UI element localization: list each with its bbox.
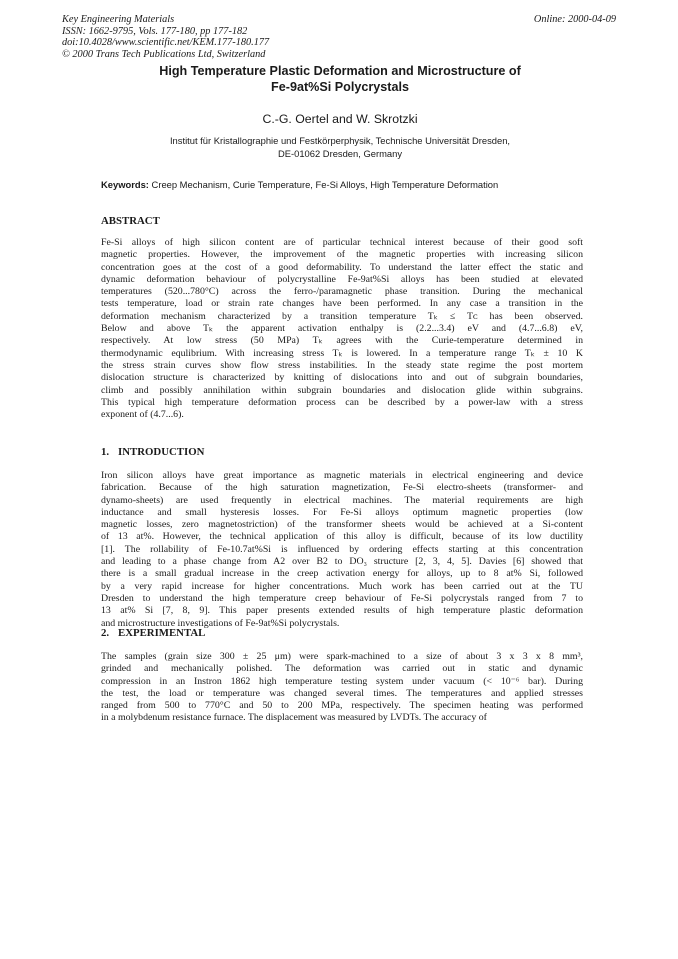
paper-title: [90, 64, 590, 95]
text-line: thermodynamic equlibrium. With increasing stress Tₖ is lowered. In a temperature range Tₖ ± 10 K: [101, 347, 583, 359]
text-line: dynamo-sheets) are used frequently in electrical machines. The material requirements are high: [101, 494, 583, 506]
text-line: Fe-Si alloys of high silicon content are of particular technical interest because of their good soft: [101, 237, 583, 248]
text-line: of 13 at%. However, the technical application of this alloy is difficult, because of its low ductility: [101, 531, 583, 543]
text-line: inductance and small hysteresis losses. For Fe-Si alloys optimum magnetic properties (low: [101, 506, 583, 518]
text-line: Dresden to understand the high temperature creep behaviour of Fe-Si polycrystals ranged from 7 to: [101, 592, 583, 604]
text-line: Iron silicon alloys have great importance as magnetic materials in electrical engineering and device: [101, 470, 583, 481]
experimental-title: EXPERIMENTAL: [118, 627, 206, 639]
abstract-heading: ABSTRACT: [101, 215, 160, 227]
introduction-heading: [101, 446, 204, 458]
text-line: climb and possibly annihilation within subgrain boundaries and dislocation glide within subgrains.: [101, 384, 583, 396]
introduction-title: INTRODUCTION: [118, 446, 205, 458]
text-line: magnetic properties. However, the improvement of the magnetic properties with increasing silicon: [101, 249, 583, 261]
introduction-number: 1.: [101, 446, 110, 458]
keywords-text: Creep Mechanism, Curie Temperature, Fe-Si Alloys, High Temperature Deformation: [151, 179, 499, 190]
text-line: dislocation structure is characterized by knitting of dislocations into and out of subgrain boundaries,: [101, 372, 583, 384]
text-line: the stress strain curves show flow stress instabilities. In the steady state regime the post mortem: [101, 359, 583, 371]
journal-name: Key Engineering Materials: [62, 14, 175, 25]
text-line: ranged from 500 to 770°C and 50 to 200 MPa, respectively. The specimen heating was performed: [101, 700, 583, 712]
text-line: fabrication. Because of the high saturation magnetization, Fe-Si electro-sheets (transformer- and: [101, 482, 583, 494]
text-line: grinded and mechanically polished. The deformation was carried out in static and dynamic: [101, 663, 583, 675]
text-line: respectively. At low stress (50 MPa) Tₖ agrees with the Curie-temperature determined in: [101, 335, 583, 347]
text-line: dynamic deformation behaviour of polycrystalline Fe-9at%Si alloys has been studied at elevated: [101, 273, 583, 285]
affiliation-line-1: Institut für Kristallographie und Festkörperphysik, Technische Universität Dresden,: [169, 135, 511, 146]
journal-header: [62, 14, 269, 60]
text-line: 13 at% Si [7, 8, 9]. This paper presents extended results of high temperature plastic deformation: [101, 605, 583, 617]
abstract-body: [101, 237, 583, 421]
experimental-heading: [101, 627, 205, 639]
text-line: deformation mechanism characterized by a transition temperature Tₖ ≤ Tᴄ has been observed.: [101, 310, 583, 322]
online-date: Online: 2000-04-09: [533, 14, 616, 25]
issn-line: ISSN: 1662-9795, Vols. 177-180, pp 177-182: [62, 25, 248, 37]
text-line: and microstructure investigations of Fe-9at%Si polycrystals.: [101, 617, 340, 629]
text-line: there is a small gradual increase in the creep activation energy for alloys, up to 8 at% Si, followed: [101, 568, 583, 580]
text-line: exponent of (4.7...6).: [101, 409, 184, 421]
title-line-2: Fe-9at%Si Polycrystals: [271, 79, 409, 94]
text-line: compression in an Instron 1862 high temperature testing system under vacuum (< 10⁻⁶ bar). During: [101, 675, 583, 687]
title-line-1: High Temperature Plastic Deformation and Microstructure of: [159, 64, 521, 78]
experimental-number: 2.: [101, 627, 110, 639]
experimental-body: [101, 651, 583, 725]
keywords-label: Keywords:: [101, 179, 149, 190]
authors: C.-G. Oertel and W. Skrotzki: [262, 112, 418, 126]
introduction-body: [101, 470, 583, 630]
doi-line: doi:10.4028/www.scientific.net/KEM.177-180.177: [62, 37, 270, 49]
text-line: concentration goes at the cost of a good deformability. To understand the latter effect the static and: [101, 261, 583, 273]
text-line: magnetic losses, zero magnetostriction) of the transformer sheets would be achieved at a Si-content: [101, 519, 583, 531]
copyright-line: © 2000 Trans Tech Publications Ltd, Switzerland: [62, 48, 266, 60]
keywords: [101, 179, 581, 190]
text-line: Below and above Tₖ the apparent activation enthalpy is (2.2...3.4) eV and (4.7...6.8) eV,: [101, 323, 583, 335]
text-line: [1]. The rollability of Fe-10.7at%Si is influenced by ordering effects starting at this concentration: [101, 543, 583, 555]
text-line: and leading to a phase change from A2 over B2 to DO₃ structure [2, 3, 4, 5]. Davies [6] showed that: [101, 556, 583, 568]
text-line: This typical high temperature deformation process can be described by a power-law with a stress: [101, 396, 583, 408]
affiliation: [80, 134, 600, 160]
text-line: by a very rapid increase for higher concentrations. Much work has been carried out at the TU: [101, 580, 583, 592]
text-line: The samples (grain size 300 ± 25 μm) were spark-machined to a size of about 3 x 3 x 8 mm³,: [101, 651, 583, 662]
text-line: temperatures (520...780°C) across the ferro-/paramagnetic phase transition. During the mechanical: [101, 286, 583, 298]
text-line: tests temperature, load or strain rate changes have been performed. In any case a transition in the: [101, 298, 583, 310]
affiliation-line-2: DE-01062 Dresden, Germany: [277, 148, 403, 159]
text-line: in a molybdenum resistance furnace. The displacement was measured by LVDTs. The accuracy of: [101, 712, 487, 724]
text-line: the test, the load or temperature was changed several times. The temperatures and applied stresses: [101, 687, 583, 699]
